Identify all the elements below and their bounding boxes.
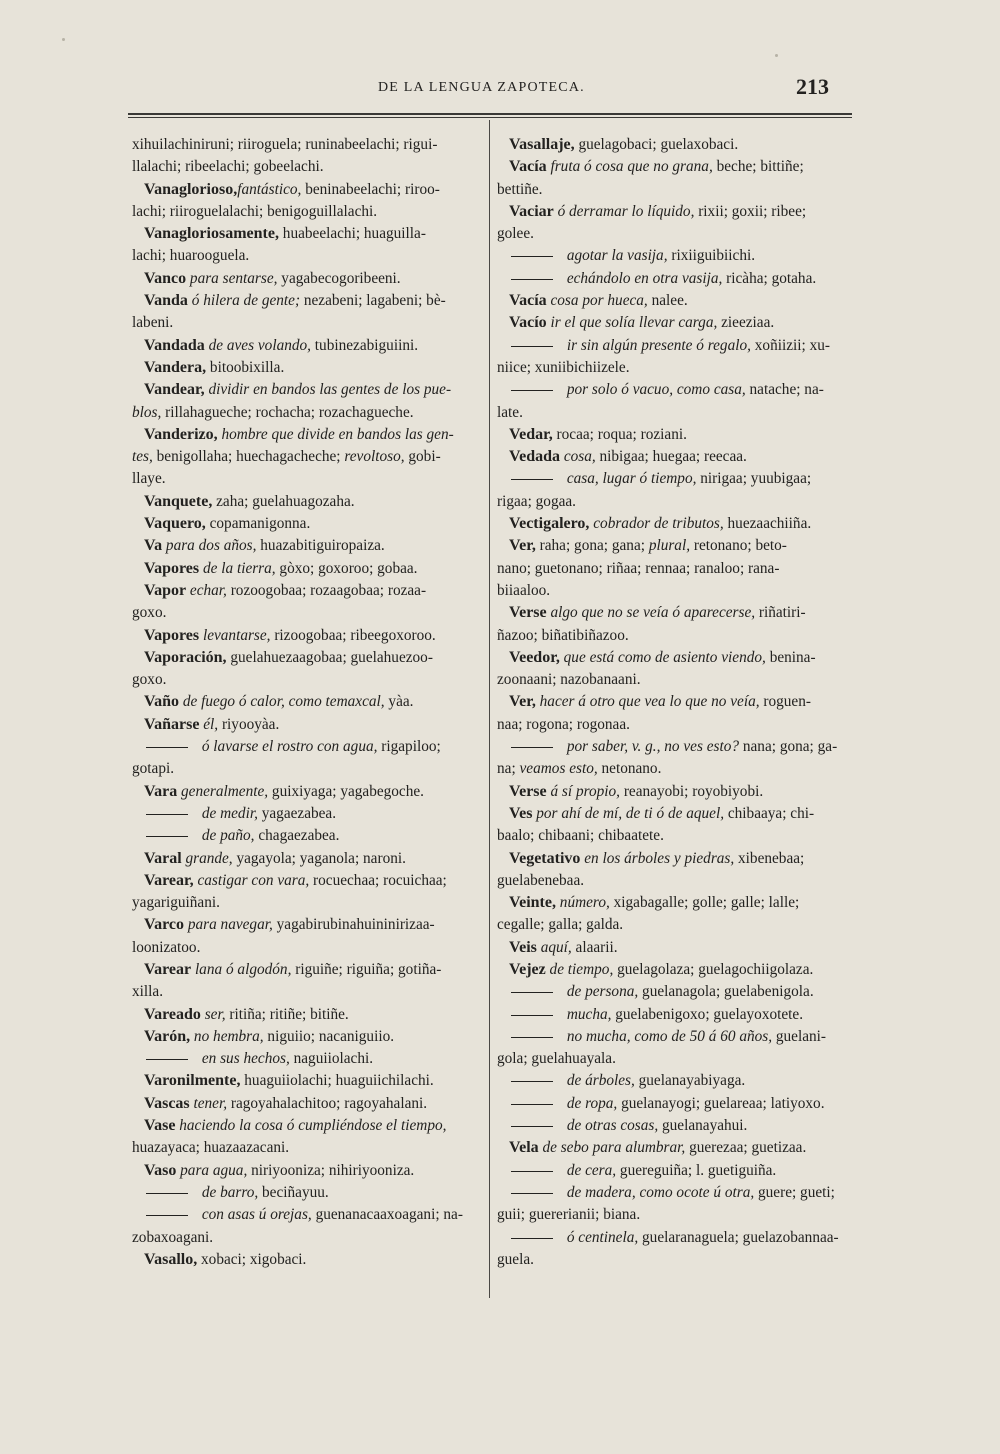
text-line: Ver, hacer á otro que vea lo que no veía, roguen-	[509, 693, 811, 711]
text-line: blos, rillahagueche; rochacha; rozachagueche.	[132, 403, 414, 421]
text-line: na; veamos esto, netonano.	[497, 760, 662, 778]
text-line: Vanda ó hilera de gente; nezabeni; lagabeni; bè-	[144, 292, 446, 310]
text-line: de paño, chagaezabea.	[132, 825, 485, 847]
text-line: Vaso para agua, niriyooniza; nihiriyooniza.	[144, 1161, 415, 1179]
text-line: Vacío ir el que solía llevar carga, zieeziaa.	[509, 314, 775, 332]
text-line: naa; rogona; rogonaa.	[497, 715, 630, 733]
paper-speck	[775, 54, 778, 57]
right-column	[497, 134, 865, 1271]
text-line: guelabenebaa.	[497, 871, 585, 889]
text-line: ir sin algún presente ó regalo, xoñiizii; xu-	[497, 335, 865, 357]
text-line: zoonaani; nazobanaani.	[497, 671, 641, 689]
text-line: Vandada de aves volando, tubinezabiguiini.	[144, 336, 419, 354]
text-line: Veis aquí, alaarii.	[509, 938, 618, 956]
text-line: Varal grande, yagayola; yaganola; naroni.	[144, 849, 406, 867]
text-line: Varonilmente, huaguiiolachi; huaguiichilachi.	[144, 1072, 434, 1090]
text-line: tes, benigollaha; huechagacheche; revoltoso, gobi-	[132, 448, 441, 466]
text-line: Vapor echar, rozoogobaa; rozaagobaa; rozaa-	[144, 581, 427, 599]
header-rule-thin	[128, 117, 852, 118]
text-line: Vanderizo, hombre que divide en bandos las gen-	[144, 425, 454, 443]
text-line: Verse á sí propio, reanayobi; royobiyobi.	[509, 782, 764, 800]
text-line: yagariguiñani.	[132, 894, 220, 912]
text-line: Vanco para sentarse, yagabecogoribeeni.	[144, 269, 401, 287]
text-line: Vaquero, copamanigonna.	[144, 515, 311, 533]
text-line: de barro, beciñayuu.	[132, 1182, 485, 1204]
text-line: Vascas tener, ragoyahalachitoo; ragoyahalani.	[144, 1094, 428, 1112]
text-line: loonizatoo.	[132, 938, 201, 956]
text-line: Vañarse él, riyooyàa.	[144, 715, 280, 733]
paper-speck	[62, 38, 65, 41]
text-line: Vandera, bitoobixilla.	[144, 358, 285, 376]
text-line: guii; guererianii; biana.	[497, 1206, 641, 1224]
text-line: Vaciar ó derramar lo líquido, rixii; goxii; ribee;	[509, 202, 807, 220]
text-line: baalo; chibaani; chibaatete.	[497, 827, 664, 845]
text-line: Vedar, rocaa; roqua; roziani.	[509, 425, 687, 443]
text-line: Vasallaje, guelagobaci; guelaxobaci.	[509, 136, 739, 153]
text-line: gola; guelahuayala.	[497, 1050, 616, 1068]
text-line: echándolo en otra vasija, ricàha; gotaha.	[497, 268, 865, 290]
page-number: 213	[796, 74, 829, 99]
text-line: Vase haciendo la cosa ó cumpliéndose el tiempo,	[144, 1117, 447, 1135]
text-line: agotar la vasija, rixiiguibiichi.	[497, 245, 865, 267]
text-line: de medir, yagaezabea.	[132, 803, 485, 825]
text-line: Verse algo que no se veía ó aparecerse, riñatiri-	[509, 604, 806, 622]
text-line: Vapores de la tierra, gòxo; goxoroo; gobaa.	[144, 559, 418, 577]
text-line: Vela de sebo para alumbrar, guerezaa; guetizaa.	[509, 1139, 807, 1157]
text-line: Vandear, dividir en bandos las gentes de los pue-	[144, 381, 452, 399]
text-line: de ropa, guelanayogi; guelareaa; latiyoxo.	[497, 1093, 865, 1115]
text-line: Varco para navegar, yagabirubinahuininirizaa-	[144, 916, 435, 934]
text-line: golee.	[497, 225, 534, 243]
text-line: Vaño de fuego ó calor, como temaxcal, yàa.	[144, 693, 414, 711]
text-line: ó centinela, guelaranaguela; guelazobannaa-	[497, 1227, 865, 1249]
text-line: Vara generalmente, guixiyaga; yagabegoche.	[144, 782, 424, 800]
text-line: Vareado ser, ritiña; ritiñe; bitiñe.	[144, 1005, 349, 1023]
text-line: de persona, guelanagola; guelabenigola.	[497, 981, 865, 1003]
text-line: lachi; huarooguela.	[132, 247, 250, 265]
header-rule	[128, 113, 852, 115]
text-line: rigaa; gogaa.	[497, 492, 576, 510]
column-divider	[489, 120, 490, 1298]
text-line: Vasallo, xobaci; xigobaci.	[144, 1250, 307, 1268]
text-line: ñazoo; biñatibiñazoo.	[497, 626, 629, 644]
text-line: gotapi.	[132, 760, 175, 778]
text-line: ó lavarse el rostro con agua, rigapiloo;	[132, 736, 485, 758]
text-line: Vacía cosa por hueca, nalee.	[509, 292, 688, 310]
text-line: Ver, raha; gona; gana; plural, retonano; beto-	[509, 537, 787, 555]
text-line: Vacía fruta ó cosa que no grana, beche; bittiñe;	[509, 158, 804, 176]
text-line: Vapores levantarse, rizoogobaa; ribeegoxoroo.	[144, 626, 436, 644]
text-line: xihuilachiniruni; riiroguela; runinabeelachi; rigui-	[132, 136, 438, 153]
text-line: por solo ó vacuo, como casa, natache; na-	[497, 379, 865, 401]
text-line: en sus hechos, naguiiolachi.	[132, 1048, 485, 1070]
text-line: lachi; riiroguelalachi; benigoguillalachi.	[132, 202, 378, 220]
text-line: huazayaca; huazaazacani.	[132, 1139, 290, 1157]
text-line: zobaxoagani.	[132, 1228, 214, 1246]
text-line: Varón, no hembra, niguiio; nacaniguiio.	[144, 1027, 395, 1045]
text-line: labeni.	[132, 314, 174, 332]
text-line: por saber, v. g., no ves esto? nana; gona; ga-	[497, 736, 865, 758]
text-line: biiaaloo.	[497, 581, 551, 599]
text-line: llalachi; ribeelachi; gobeelachi.	[132, 158, 324, 176]
running-head: DE LA LENGUA ZAPOTECA.	[378, 80, 585, 95]
text-line: Veinte, número, xigabagalle; golle; galle; lalle;	[509, 894, 800, 912]
text-line: de madera, como ocote ú otra, guere; gueti;	[497, 1182, 865, 1204]
text-line: xilla.	[132, 983, 164, 1001]
text-line: Vegetativo en los árboles y piedras, xibenebaa;	[509, 849, 805, 867]
text-line: cegalle; galla; galda.	[497, 916, 624, 934]
text-line: Ves por ahí de mí, de ti ó de aquel, chibaaya; chi-	[509, 804, 815, 822]
text-line: Veedor, que está como de asiento viendo, benina-	[509, 648, 816, 666]
text-line: no mucha, como de 50 á 60 años, guelani-	[497, 1026, 865, 1048]
text-line: Vanquete, zaha; guelahuagozaha.	[144, 492, 355, 510]
text-line: de cera, guereguiña; l. guetiguiña.	[497, 1160, 865, 1182]
text-line: niice; xuniibichiizele.	[497, 358, 630, 376]
left-column	[132, 134, 485, 1271]
text-line: goxo.	[132, 604, 167, 622]
text-line: Vanagloriosamente, huabeelachi; huaguilla-	[144, 225, 426, 243]
text-line: llaye.	[132, 470, 166, 488]
text-line: con asas ú orejas, guenanacaaxoagani; na-	[132, 1204, 485, 1226]
text-line: Vaporación, guelahuezaagobaa; guelahuezoo-	[144, 648, 433, 666]
text-line: Varear, castigar con vara, rocuechaa; rocuichaa;	[144, 871, 447, 889]
text-line: nano; guetonano; riñaa; rennaa; ranaloo; rana-	[497, 559, 780, 577]
text-line: guela.	[497, 1250, 534, 1268]
text-line: de otras cosas, guelanayahui.	[497, 1115, 865, 1137]
text-line: casa, lugar ó tiempo, nirigaa; yuubigaa;	[497, 468, 865, 490]
text-line: Va para dos años, huazabitiguiropaiza.	[144, 537, 385, 555]
text-line: mucha, guelabenigoxo; guelayoxotete.	[497, 1004, 865, 1026]
text-line: Vectigalero, cobrador de tributos, huezaachiiña.	[509, 515, 812, 533]
text-line: Varear lana ó algodón, riguiñe; riguiña; gotiña-	[144, 960, 442, 978]
text-line: Vanaglorioso,fantástico, beninabeelachi; riroo-	[144, 180, 440, 198]
text-line: bettiñe.	[497, 180, 543, 198]
text-line: Vedada cosa, nibigaa; huegaa; reecaa.	[509, 448, 747, 466]
text-line: de árboles, guelanayabiyaga.	[497, 1070, 865, 1092]
text-line: goxo.	[132, 671, 167, 689]
text-line: Vejez de tiempo, guelagolaza; guelagochiigolaza.	[509, 960, 814, 978]
text-line: late.	[497, 403, 523, 421]
